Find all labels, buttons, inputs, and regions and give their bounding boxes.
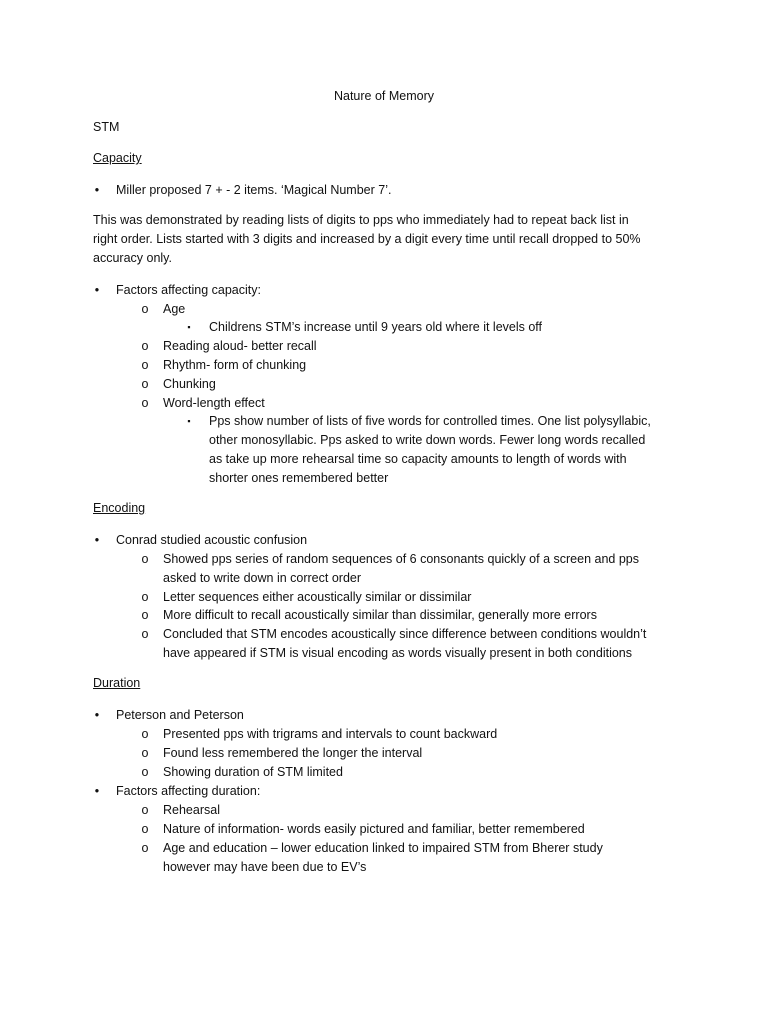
duration-item-1: Presented pps with trigrams and intervals to count backward [163,727,498,741]
conrad-text: Conrad studied acoustic confusion [116,533,308,547]
circle-marker: o [141,765,149,779]
encoding-item-1-line-2: asked to write down in correct order [163,571,362,585]
circle-marker: o [141,358,149,372]
age-sub-text: Childrens STM’s increase until 9 years old where it levels off [209,320,543,334]
peterson-text: Peterson and Peterson [116,708,244,722]
capacity-para-line-3: accuracy only. [93,251,172,265]
reading-text: Reading aloud- better recall [163,339,317,353]
encoding-item-4-line-2: have appeared if STM is visual encoding as words visually present in both conditions [163,646,633,660]
bullet-marker: • [94,283,100,297]
encoding-item-2: Letter sequences either acoustically similar or dissimilar [163,590,472,604]
bullet-marker: • [94,708,100,722]
square-marker: ▪ [187,322,191,332]
circle-marker: o [141,727,149,741]
encoding-item-4-line-1: Concluded that STM encodes acoustically since difference between conditions wouldn’t [163,627,647,641]
square-marker: ▪ [187,416,191,426]
capacity-heading: Capacity [93,151,142,165]
encoding-item-3: More difficult to recall acoustically similar than dissimilar, generally more errors [163,608,597,622]
duration-factor-3-line-2: however may have been due to EV’s [163,860,367,874]
circle-marker: o [141,302,149,316]
duration-factor-1: Rehearsal [163,803,220,817]
duration-factor-2: Nature of information- words easily pictured and familiar, better remembered [163,822,585,836]
bullet-marker: • [94,784,100,798]
word-length-text: Word-length effect [163,396,265,410]
wle-sub-line-4: shorter ones remembered better [209,471,389,485]
bullet-marker: • [94,533,100,547]
rhythm-text: Rhythm- form of chunking [163,358,307,372]
encoding-heading: Encoding [93,501,146,515]
duration-factors-text: Factors affecting duration: [116,784,261,798]
bullet-marker: • [94,183,100,197]
circle-marker: o [141,746,149,760]
circle-marker: o [141,841,149,855]
capacity-para-line-2: right order. Lists started with 3 digits and increased by a digit every time until recall dropped to 50% [93,232,641,246]
circle-marker: o [141,339,149,353]
stm-heading: STM [93,120,120,134]
document-title: Nature of Memory [333,89,435,103]
wle-sub-line-3: as take up more rehearsal time so capacity amounts to length of words with [209,452,627,466]
duration-heading: Duration [93,676,141,690]
circle-marker: o [141,396,149,410]
circle-marker: o [141,822,149,836]
circle-marker: o [141,377,149,391]
capacity-factors-text: Factors affecting capacity: [116,283,261,297]
duration-factor-3-line-1: Age and education – lower education linked to impaired STM from Bherer study [163,841,603,855]
circle-marker: o [141,803,149,817]
duration-item-3: Showing duration of STM limited [163,765,343,779]
circle-marker: o [141,608,149,622]
wle-sub-line-2: other monosyllabic. Pps asked to write down words. Fewer long words recalled [209,433,646,447]
capacity-para-line-1: This was demonstrated by reading lists of digits to pps who immediately had to repeat back list in [93,213,629,227]
circle-marker: o [141,552,149,566]
age-text: Age [163,302,186,316]
wle-sub-line-1: Pps show number of lists of five words for controlled times. One list polysyllabic, [209,414,651,428]
capacity-miller-text: Miller proposed 7 + - 2 items. ‘Magical Number 7’. [116,183,392,197]
encoding-item-1-line-1: Showed pps series of random sequences of 6 consonants quickly of a screen and pps [163,552,639,566]
circle-marker: o [141,590,149,604]
chunking-text: Chunking [163,377,216,391]
duration-item-2: Found less remembered the longer the interval [163,746,423,760]
circle-marker: o [141,627,149,641]
